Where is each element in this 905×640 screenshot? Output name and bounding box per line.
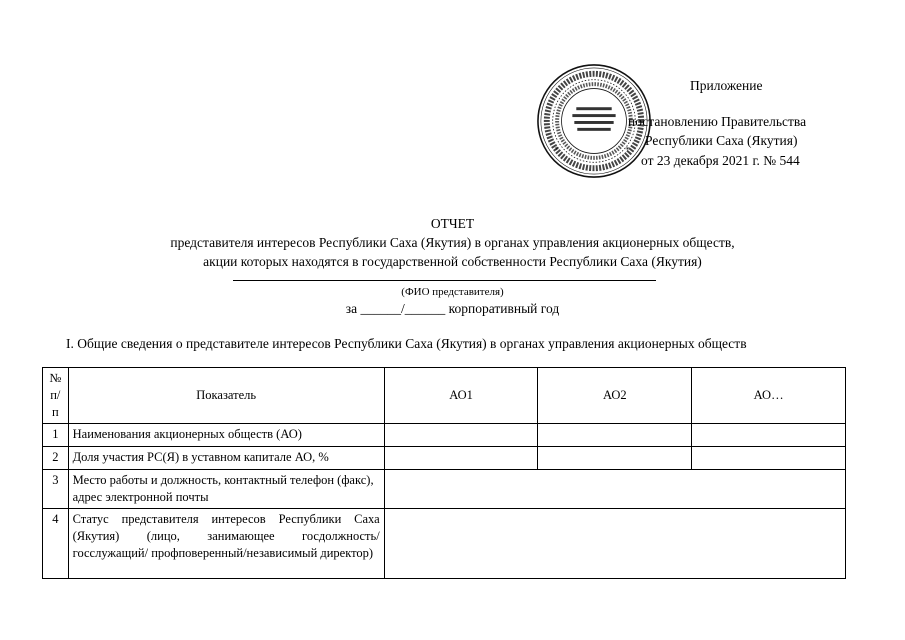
table-row	[43, 509, 846, 579]
table-row	[43, 447, 846, 470]
report-title: ОТЧЕТ	[430, 216, 475, 231]
cell-ao2[interactable]	[538, 447, 692, 470]
cell-ao3[interactable]	[692, 424, 846, 447]
appendix-line-2: Республики Саха (Якутия)	[645, 133, 798, 148]
row-number: 1	[43, 424, 69, 447]
header-num: № п/п	[43, 368, 69, 424]
report-subtitle-line-1: представителя интересов Республики Саха (Якутия) в органах управления акционерных обществ,	[170, 235, 735, 250]
cell-merged-value[interactable]	[384, 509, 845, 579]
row-indicator: Место работы и должность, контактный телефон (факс), адрес электронной почты	[68, 470, 384, 509]
row-indicator: Доля участия РС(Я) в уставном капитале АО, %	[68, 447, 384, 470]
header-indicator: Показатель	[68, 368, 384, 424]
appendix-line-1: постановлению Правительства	[628, 114, 807, 129]
header-ao1: АО1	[384, 368, 538, 424]
row-number: 3	[43, 470, 69, 509]
header-ao2: АО2	[538, 368, 692, 424]
fio-caption: (ФИО представителя)	[401, 286, 504, 298]
report-subtitle-line-2: акции которых находятся в государственной собственности Республики Саха (Якутия)	[203, 254, 702, 269]
header-ao3: АО…	[692, 368, 846, 424]
row-indicator: Статус представителя интересов Республики Саха (Якутия) (лицо, занимающее госдолжность/госслужащий/ профповеренный/независимый директор)	[68, 509, 384, 579]
fio-signature-line	[233, 280, 656, 281]
table-row	[43, 424, 846, 447]
row-number: 4	[43, 509, 69, 579]
row-number: 2	[43, 447, 69, 470]
cell-merged-value[interactable]	[384, 470, 845, 509]
svg-text:*: *	[625, 145, 630, 155]
cell-ao2[interactable]	[538, 424, 692, 447]
report-table	[42, 367, 846, 579]
table-row	[43, 470, 846, 509]
cell-ao1[interactable]	[384, 424, 538, 447]
section-heading: I. Общие сведения о представителе интересов Республики Саха (Якутия) в органах управления акционерных обществ	[66, 336, 747, 351]
appendix-line-3: от 23 декабря 2021 г. № 544	[641, 153, 800, 168]
row-indicator: Наименования акционерных обществ (АО)	[68, 424, 384, 447]
svg-text:*: *	[554, 145, 559, 155]
appendix-title: Приложение	[690, 78, 763, 93]
table-header-row	[43, 368, 846, 424]
cell-ao1[interactable]	[384, 447, 538, 470]
corporate-year-line: за ______/______ корпоративный год	[345, 301, 560, 316]
cell-ao3[interactable]	[692, 447, 846, 470]
